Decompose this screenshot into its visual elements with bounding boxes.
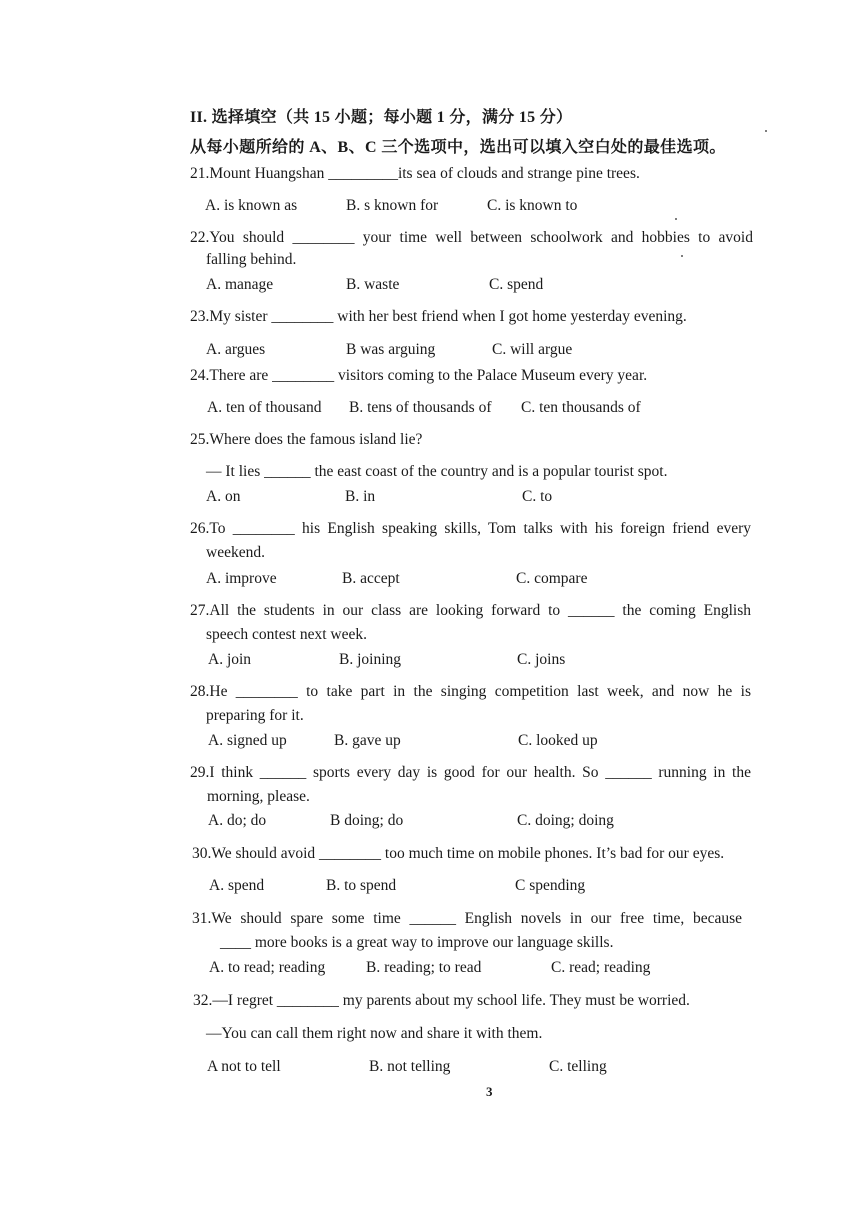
q25-option-c: C. to xyxy=(522,488,553,505)
question-23: 23.My sister ________ with her best friend when I got home yesterday evening. xyxy=(190,308,687,325)
scan-speck xyxy=(765,130,767,132)
q26-option-a: A. improve xyxy=(206,570,277,587)
question-24: 24.There are ________ visitors coming to the Palace Museum every year. xyxy=(190,367,648,384)
question-32: 32.—I regret ________ my parents about my school life. They must be worried. xyxy=(193,992,690,1009)
question-29: 29.I think ______ sports every day is good for our health. So ______ running in the xyxy=(190,764,751,781)
question-28-cont: preparing for it. xyxy=(206,707,304,724)
q21-option-b: B. s known for xyxy=(346,197,439,214)
q23-option-a: A. argues xyxy=(206,341,266,358)
page-number: 3 xyxy=(486,1084,493,1099)
question-22: 22.You should ________ your time well between schoolwork and hobbies to avoid xyxy=(190,229,753,246)
q30-option-b: B. to spend xyxy=(326,877,397,894)
q24-option-a: A. ten of thousand xyxy=(207,399,322,416)
q23-option-c: C. will argue xyxy=(492,341,573,358)
q29-option-b: B doing; do xyxy=(330,812,404,829)
question-27: 27.All the students in our class are looking forward to ______ the coming English xyxy=(190,602,751,619)
question-30: 30.We should avoid ________ too much time on mobile phones. It’s bad for our eyes. xyxy=(192,845,725,862)
question-27-cont: speech contest next week. xyxy=(206,626,367,643)
q25-option-b: B. in xyxy=(345,488,376,505)
q28-option-a: A. signed up xyxy=(208,732,287,749)
question-25-answer-line: — It lies ______ the east coast of the country and is a popular tourist spot. xyxy=(206,463,668,480)
q29-option-a: A. do; do xyxy=(208,812,267,829)
q26-option-b: B. accept xyxy=(342,570,400,587)
q27-option-c: C. joins xyxy=(517,651,566,668)
q32-option-a: A not to tell xyxy=(207,1058,281,1075)
question-26: 26.To ________ his English speaking skills, Tom talks with his foreign friend every xyxy=(190,520,751,537)
question-21: 21.Mount Huangshan _________its sea of clouds and strange pine trees. xyxy=(190,165,640,182)
q24-option-c: C. ten thousands of xyxy=(521,399,641,416)
q27-option-b: B. joining xyxy=(339,651,402,668)
q21-option-c: C. is known to xyxy=(487,197,578,214)
question-29-cont: morning, please. xyxy=(207,788,310,805)
question-32-reply: —You can call them right now and share it with them. xyxy=(206,1025,543,1042)
q27-option-a: A. join xyxy=(208,651,252,668)
question-31: 31.We should spare some time ______ English novels in our free time, because xyxy=(192,910,742,927)
q31-option-a: A. to read; reading xyxy=(209,959,326,976)
q30-option-c: C spending xyxy=(515,877,586,894)
scan-speck xyxy=(675,218,677,220)
q31-option-b: B. reading; to read xyxy=(366,959,482,976)
question-28: 28.He ________ to take part in the singing competition last week, and now he is xyxy=(190,683,751,700)
q28-option-b: B. gave up xyxy=(334,732,401,749)
q22-option-b: B. waste xyxy=(346,276,400,293)
q30-option-a: A. spend xyxy=(209,877,265,894)
q26-option-c: C. compare xyxy=(516,570,588,587)
q21-option-a: A. is known as xyxy=(205,197,298,214)
question-26-cont: weekend. xyxy=(206,544,265,561)
q24-option-b: B. tens of thousands of xyxy=(349,399,492,416)
question-31-cont: ____ more books is a great way to improve our language skills. xyxy=(220,934,614,951)
question-22-cont: falling behind. xyxy=(206,251,297,268)
q29-option-c: C. doing; doing xyxy=(517,812,614,829)
q32-option-c: C. telling xyxy=(549,1058,607,1075)
q31-option-c: C. read; reading xyxy=(551,959,651,976)
q28-option-c: C. looked up xyxy=(518,732,598,749)
q22-option-a: A. manage xyxy=(206,276,274,293)
q32-option-b: B. not telling xyxy=(369,1058,451,1075)
q23-option-b: B was arguing xyxy=(346,341,436,358)
section-title: II. 选择填空（共 15 小题；每小题 1 分，满分 15 分） xyxy=(190,109,573,126)
section-instruction: 从每小题所给的 A、B、C 三个选项中，选出可以填入空白处的最佳选项。 xyxy=(190,139,726,156)
q25-option-a: A. on xyxy=(206,488,241,505)
scan-speck xyxy=(681,255,683,257)
question-25: 25.Where does the famous island lie? xyxy=(190,431,423,448)
q22-option-c: C. spend xyxy=(489,276,544,293)
